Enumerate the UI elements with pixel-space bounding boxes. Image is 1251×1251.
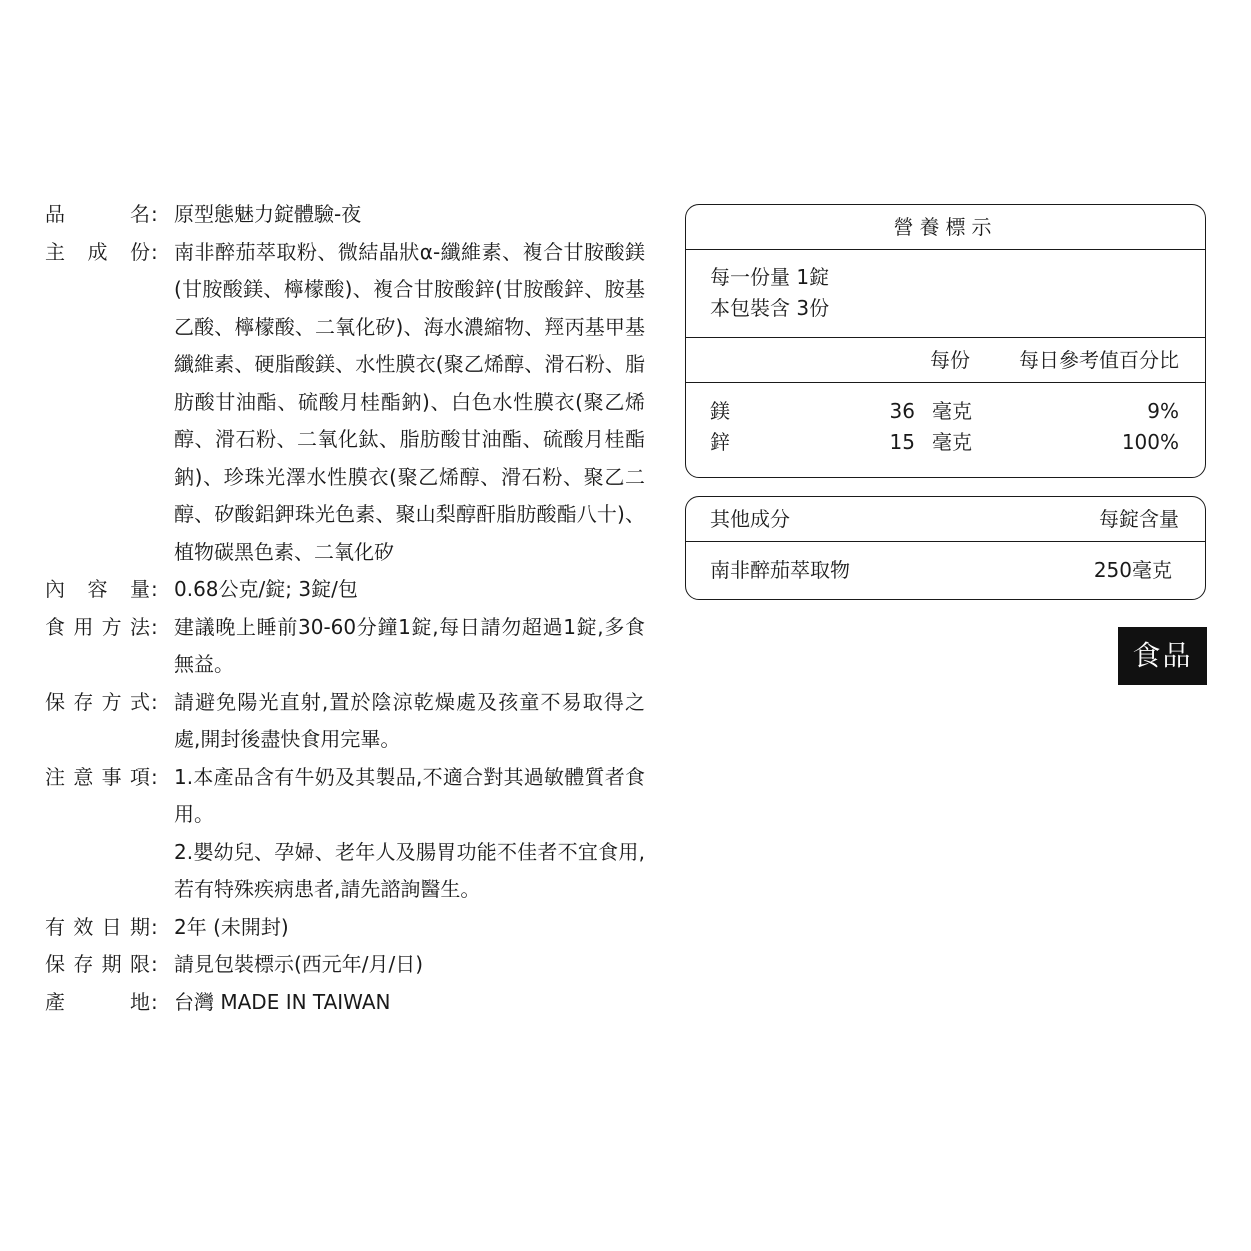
nutrient-percent: 9% [1147, 399, 1179, 423]
info-label: 品名 [45, 202, 150, 226]
product-info [45, 196, 645, 1021]
info-value: 建議晚上睡前30-60分鐘1錠,每日請勿超過1錠,多食無益。 [174, 614, 645, 676]
info-value: 原型態魅力錠體驗-夜 [174, 202, 362, 226]
info-label: 保存期限 [45, 952, 150, 976]
info-value: 南非醉茄萃取粉、微結晶狀α-纖維素、複合甘胺酸鎂(甘胺酸鎂、檸檬酸)、複合甘胺酸鋅(甘胺酸鋅、胺基乙酸、檸檬酸、二氧化矽)、海水濃縮物、羥丙基甲基纖維素、硬脂酸鎂、水性膜衣(聚乙烯醇、滑石粉、脂肪酸甘油酯、硫酸月桂酯鈉)、白色水性膜衣(聚乙烯醇、滑石粉、二氧化鈦、脂肪酸甘油酯、硫酸月桂酯鈉)、珍珠光澤水性膜衣(聚乙烯醇、滑石粉、聚乙二醇、矽酸鋁鉀珠光色素、聚山梨醇酐脂肪酸酯八十)、植物碳黑色素、二氧化矽 [174, 239, 645, 564]
info-colon: : [151, 577, 158, 601]
info-value: 0.68公克/錠; 3錠/包 [174, 577, 358, 601]
col-daily-value: 每日參考值百分比 [1019, 348, 1179, 372]
nutrition-serving [686, 250, 1205, 338]
info-colon: : [151, 989, 158, 1014]
info-colon: : [151, 952, 158, 976]
nutrition-header [686, 338, 1205, 383]
nutrition-facts-box [685, 204, 1206, 478]
info-value: 請見包裝標示(西元年/月/日) [174, 952, 424, 976]
info-colon: : [151, 614, 158, 639]
col-per-serving: 每份 [930, 348, 970, 372]
nutrient-amount: 15 [889, 430, 915, 454]
other-header-label: 其他成分 [710, 507, 790, 531]
info-label: 內容量 [45, 577, 150, 601]
nutrient-name: 鎂 [710, 399, 730, 423]
info-label: 食用方法 [45, 614, 150, 639]
info-colon: : [151, 689, 158, 714]
other-header [686, 497, 1205, 542]
nutrient-name: 鋅 [710, 430, 730, 454]
info-value: 2年 (未開封) [174, 914, 289, 939]
info-value: 1.本產品含有牛奶及其製品,不適合對其過敏體質者食用。 [174, 764, 645, 826]
info-row-storage [45, 684, 645, 759]
nutrient-percent: 100% [1121, 430, 1179, 454]
info-row-content [45, 571, 645, 609]
nutrient-amount: 36 [889, 399, 915, 423]
info-row-ingredients [45, 234, 645, 572]
info-row-expiry [45, 946, 645, 984]
info-value: 請避免陽光直射,置於陰涼乾燥處及孩童不易取得之處,開封後盡快食用完畢。 [174, 689, 645, 751]
info-colon: : [151, 239, 158, 264]
info-label: 保存方式 [45, 689, 150, 714]
food-badge: 食品 [1118, 627, 1207, 685]
info-label: 注意事項 [45, 764, 150, 789]
info-label: 有效日期 [45, 914, 150, 939]
servings-per-pack: 本包裝含 3份 [710, 296, 830, 320]
info-value: 2.嬰幼兒、孕婦、老年人及腸胃功能不佳者不宜食用,若有特殊疾病患者,請先諮詢醫生。 [174, 839, 645, 901]
info-row-notes [45, 759, 645, 909]
other-name: 南非醉茄萃取物 [710, 558, 850, 582]
other-ingredients-box [685, 496, 1206, 600]
info-colon: : [151, 202, 158, 226]
info-colon: : [151, 914, 158, 939]
info-row-validity [45, 909, 645, 947]
other-value: 250毫克 [1093, 558, 1172, 582]
info-colon: : [151, 764, 158, 789]
other-header-value: 每錠含量 [1099, 507, 1179, 531]
info-label: 產地 [45, 989, 150, 1014]
other-row [686, 542, 1205, 598]
info-row-name [45, 196, 645, 234]
nutrient-row [686, 427, 1205, 458]
nutrient-row [686, 396, 1205, 427]
info-row-usage [45, 609, 645, 684]
serving-size: 每一份量 1錠 [710, 265, 830, 289]
nutrient-unit: 毫克 [932, 430, 972, 454]
info-value: 台灣 MADE IN TAIWAN [174, 989, 391, 1014]
nutrient-unit: 毫克 [932, 399, 972, 423]
info-label: 主成份 [45, 239, 150, 264]
nutrition-title: 營養標示 [686, 205, 1205, 250]
info-row-origin [45, 984, 645, 1022]
